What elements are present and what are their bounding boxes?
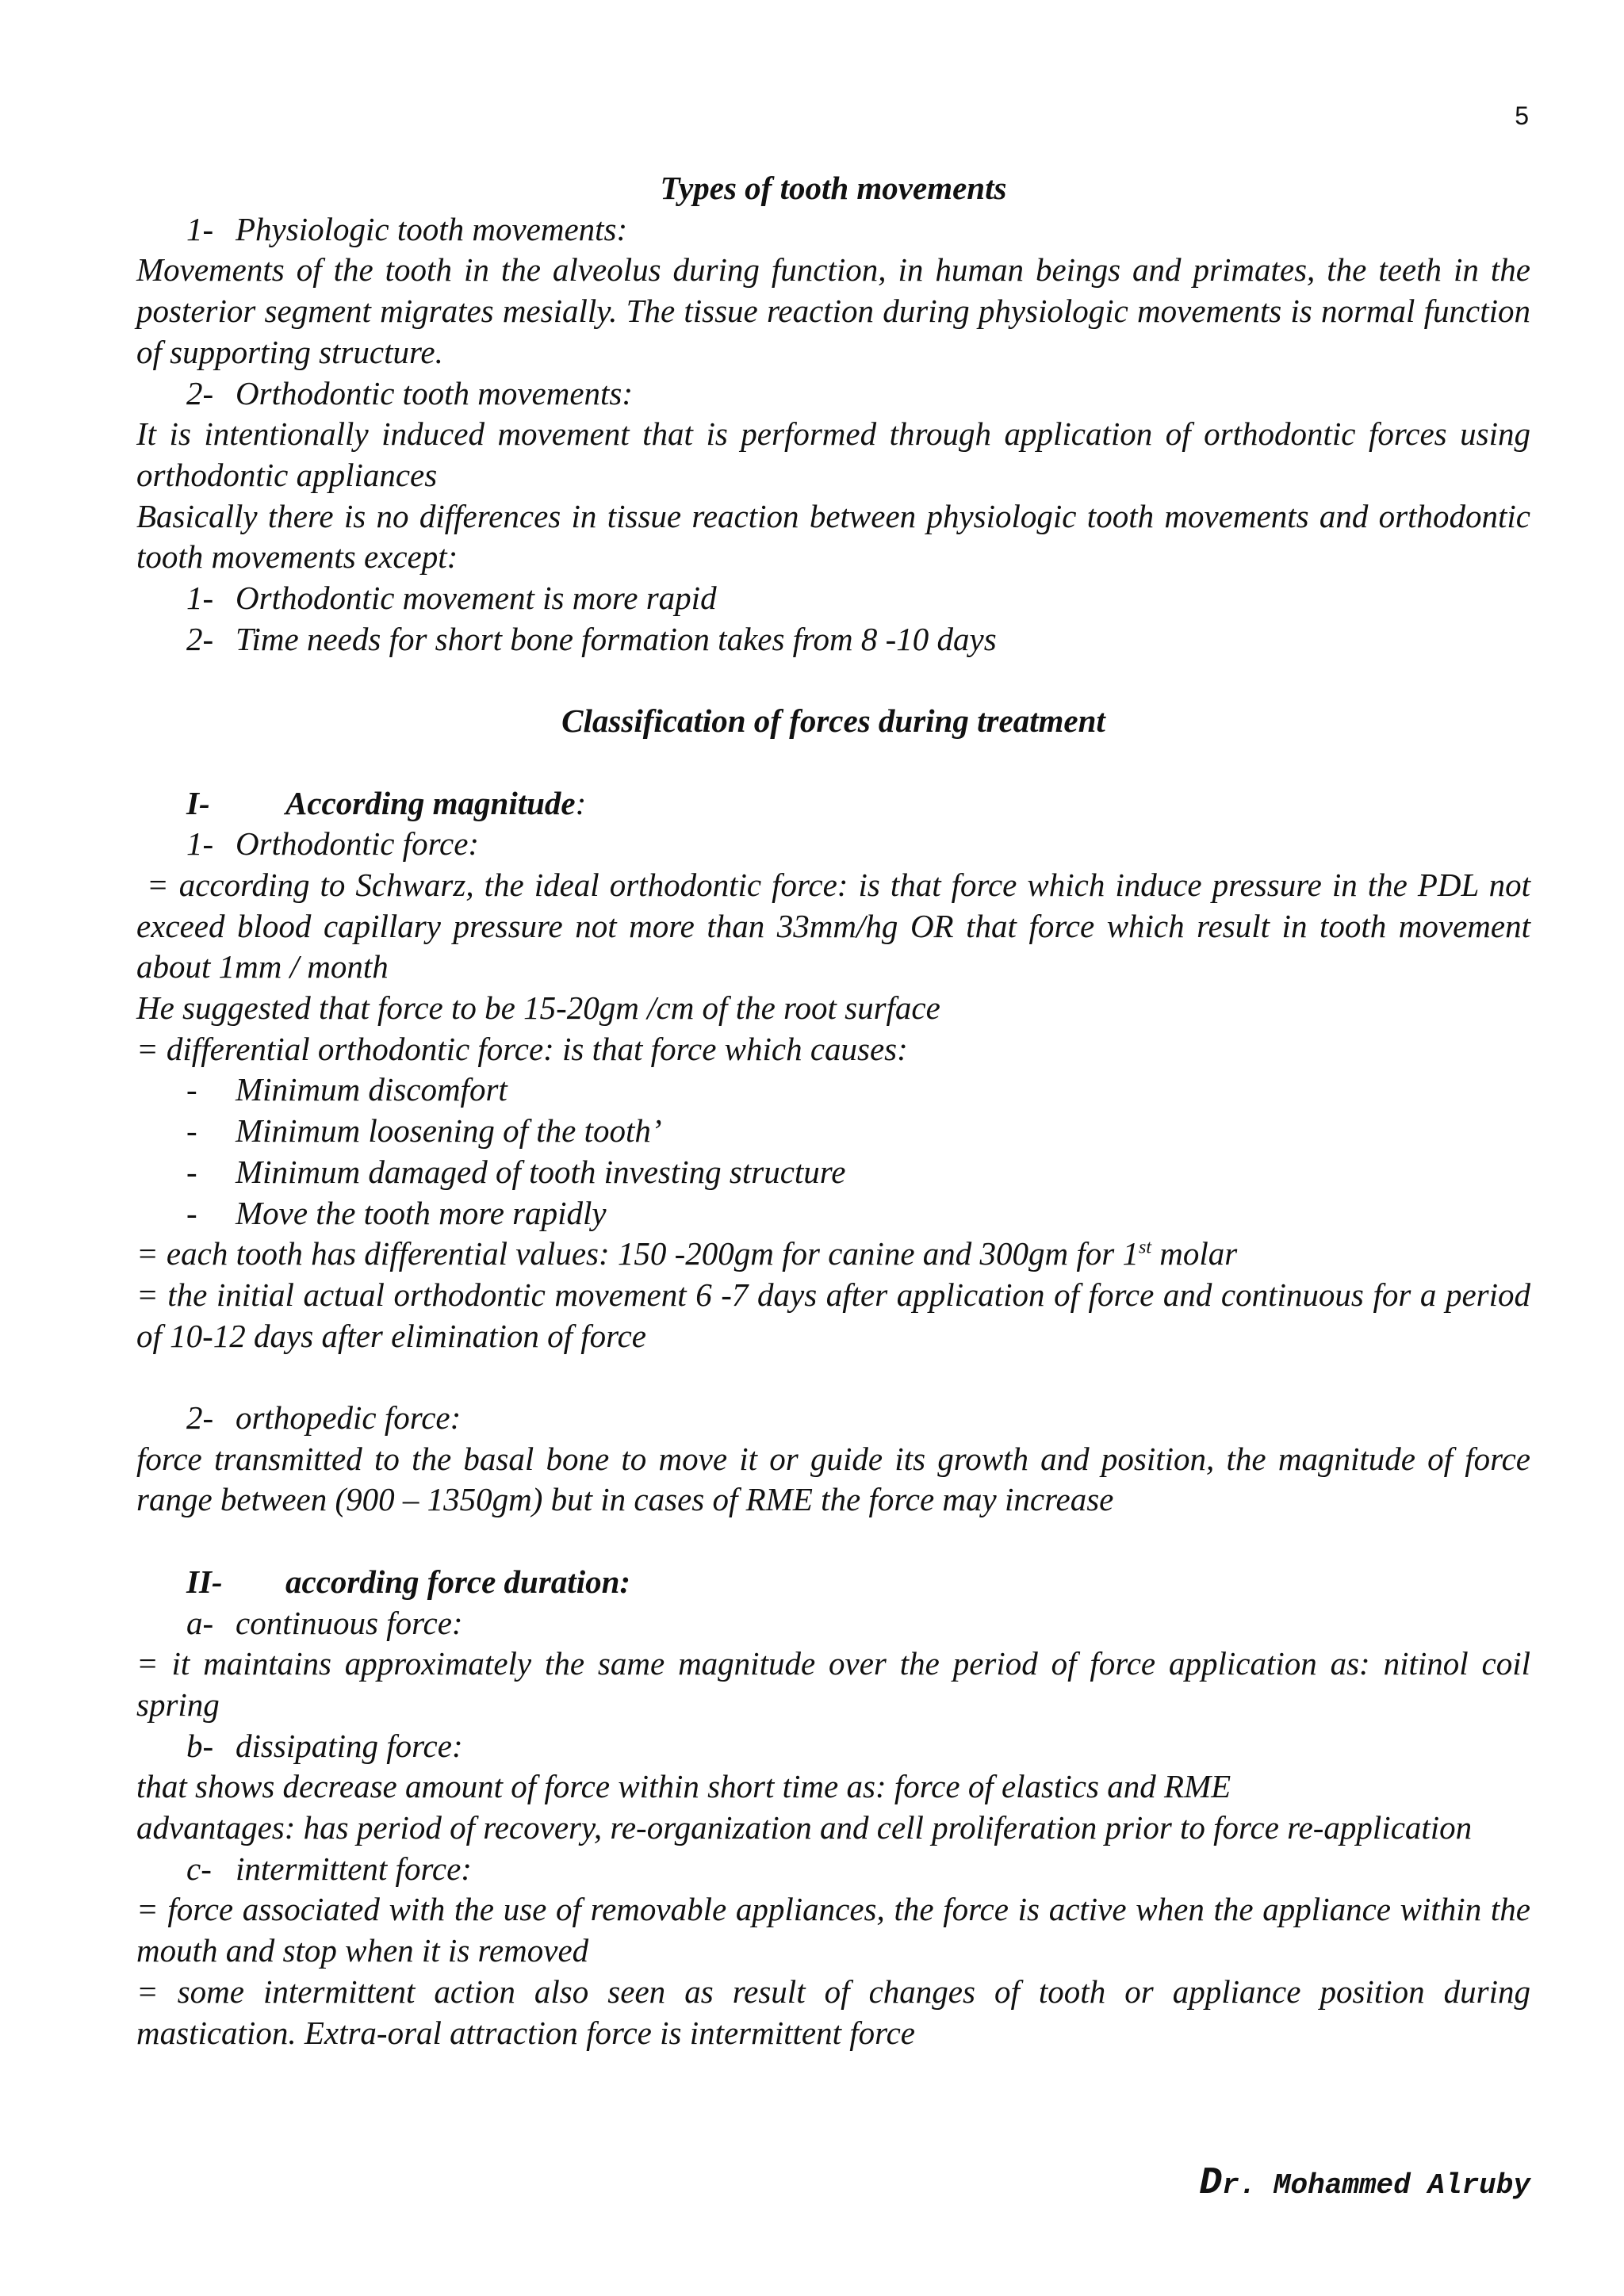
paragraph: force transmitted to the basal bone to move it or guide its growth and position, the magnitude of force range between (900 – 1350gm) but in cases of RME the force may increase — [136, 1440, 1530, 1518]
list-item-label: Orthodontic tooth movements: — [236, 374, 634, 411]
list-marker: 2- — [186, 1399, 214, 1437]
heading-marker: II- — [186, 1563, 223, 1600]
list-marker: b- — [186, 1727, 214, 1764]
bullet-marker: - — [186, 1071, 197, 1108]
author-name: r. Mohammed Alruby — [1222, 2169, 1530, 2202]
paragraph: Movements of the tooth in the alveolus during function, in human beings and primates, the teeth in the posterior segment migrates mesially. The tissue reaction during physiologic movements is normal function of supporting structure. — [136, 251, 1530, 370]
subsection-heading — [136, 783, 1530, 825]
paragraph: Basically there is no differences in tissue reaction between physiologic tooth movements and orthodontic tooth movements except: — [136, 497, 1530, 576]
spacer — [136, 1357, 1530, 1398]
spacer — [136, 660, 1530, 701]
heading-text — [285, 783, 586, 825]
list-marker: 1- — [186, 825, 214, 863]
spacer — [136, 742, 1530, 783]
list-item-text: Time needs for short bone formation takes from 8 -10 days — [236, 620, 997, 657]
bullet-text: Minimum discomfort — [236, 1071, 508, 1108]
bullet-item — [136, 1193, 1530, 1234]
paragraph: advantages: has period of recovery, re-organization and cell proliferation prior to force re-application — [136, 1809, 1473, 1846]
text-run: molar — [1151, 1235, 1238, 1272]
bullet-text: Minimum damaged of tooth investing structure — [236, 1153, 846, 1190]
superscript: st — [1138, 1237, 1151, 1258]
list-marker: 2- — [186, 620, 214, 657]
heading-label: According magnitude — [285, 784, 576, 821]
subsection-heading — [136, 1562, 1530, 1603]
list-item-label: orthopedic force: — [236, 1399, 462, 1437]
list-item — [136, 209, 1530, 251]
section-title-types: Types of tooth movements — [660, 170, 1007, 206]
page-number: 5 — [1515, 101, 1529, 130]
bullet-text: Move the tooth more rapidly — [236, 1194, 607, 1231]
bullet-marker: - — [186, 1153, 197, 1190]
paragraph: = according to Schwarz, the ideal orthodontic force: is that force which induce pressure in the PDL not exceed blood capillary pressure not more than 33mm/hg OR that force which result in tooth movement about 1mm / month — [136, 866, 1539, 985]
paragraph: It is intentionally induced movement that is performed through application of orthodontic forces using orthodontic appliances — [136, 415, 1530, 493]
list-marker: 2- — [186, 374, 214, 411]
list-item — [136, 1726, 1530, 1767]
list-item — [136, 824, 1530, 865]
bullet-item — [136, 1111, 1530, 1152]
list-item-label: Orthodontic force: — [236, 825, 480, 863]
list-item — [136, 373, 1530, 415]
author-initial: D — [1199, 2162, 1223, 2205]
paragraph — [136, 1234, 1530, 1275]
bullet-item — [136, 1070, 1530, 1111]
paragraph: = force associated with the use of removable appliances, the force is active when the appliance within the mouth and stop when it is removed — [136, 1891, 1530, 1969]
list-marker: c- — [186, 1850, 212, 1887]
bullet-marker: - — [186, 1112, 197, 1150]
list-marker: a- — [186, 1604, 214, 1641]
list-item-label: intermittent force: — [236, 1850, 472, 1887]
heading-colon: : — [575, 784, 587, 821]
list-item — [136, 1398, 1530, 1439]
list-item-label: dissipating force: — [236, 1727, 463, 1764]
paragraph: = some intermittent action also seen as result of changes of tooth or appliance position during mastication. Extra-oral attraction force is intermittent force — [136, 1973, 1530, 2051]
heading-marker: I- — [186, 784, 210, 821]
paragraph: that shows decrease amount of force within short time as: force of elastics and RME — [136, 1768, 1231, 1805]
bullet-item — [136, 1152, 1530, 1193]
section-title-classification: Classification of forces during treatment — [561, 702, 1105, 740]
spacer — [136, 1521, 1530, 1562]
list-item — [136, 619, 1530, 660]
paragraph: = differential orthodontic force: is that force which causes: — [136, 1030, 908, 1067]
list-item — [136, 1603, 1530, 1644]
list-item-text: Orthodontic movement is more rapid — [236, 580, 717, 617]
list-item-label: Physiologic tooth movements: — [236, 210, 628, 247]
heading-text: according force duration: — [285, 1563, 631, 1600]
list-marker: 1- — [186, 210, 214, 247]
text-run: = each tooth has differential values: 150 -200gm for canine and 300gm for 1 — [136, 1235, 1139, 1272]
paragraph: He suggested that force to be 15-20gm /cm of the root surface — [136, 989, 940, 1027]
list-item-label: continuous force: — [236, 1604, 463, 1641]
paragraph: = the initial actual orthodontic movement 6 -7 days after application of force and continuous for a period of 10-12 days after elimination of force — [136, 1276, 1530, 1354]
author-footer — [1199, 2162, 1530, 2205]
bullet-text: Minimum loosening of the tooth’ — [236, 1112, 662, 1150]
list-item — [136, 1849, 1530, 1890]
list-marker: 1- — [186, 580, 214, 617]
list-item — [136, 578, 1530, 619]
page-content — [136, 168, 1539, 2053]
bullet-marker: - — [186, 1194, 197, 1231]
paragraph: = it maintains approximately the same magnitude over the period of force application as: nitinol coil spring — [136, 1645, 1530, 1723]
